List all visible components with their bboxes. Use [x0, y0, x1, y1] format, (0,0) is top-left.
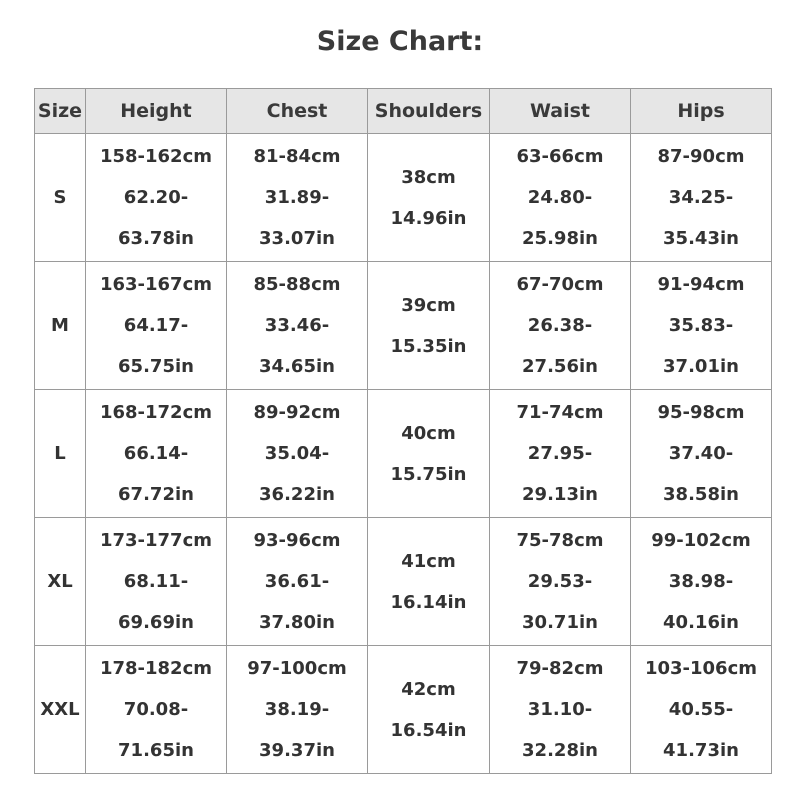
size-cell: S: [35, 134, 86, 262]
size-cell: XL: [35, 518, 86, 646]
height-cell: [86, 518, 227, 646]
height-cell: [86, 262, 227, 390]
hips-cell: [631, 262, 772, 390]
height-cm: 168-172cm: [99, 402, 213, 423]
height-in-start: 70.08-: [123, 699, 189, 720]
hips-in-end: 38.58in: [663, 484, 739, 505]
waist-in-start: 31.10-: [527, 699, 593, 720]
waist-cm: 71-74cm: [516, 402, 604, 423]
shoulders-in: 15.75in: [390, 463, 467, 485]
hips-in-start: 40.55-: [668, 699, 734, 720]
shoulders-cell: [368, 390, 490, 518]
table-row: [35, 134, 772, 262]
chest-cm: 89-92cm: [253, 402, 341, 423]
table-row: [35, 262, 772, 390]
waist-cm: 75-78cm: [516, 530, 604, 551]
size-cell: XXL: [35, 646, 86, 774]
hips-cell: [631, 134, 772, 262]
header-height: Height: [86, 89, 227, 134]
chest-in-start: 35.04-: [264, 443, 330, 464]
chest-in-end: 37.80in: [259, 612, 335, 633]
waist-in-end: 29.13in: [522, 484, 598, 505]
chest-in-start: 36.61-: [264, 571, 330, 592]
waist-in-end: 30.71in: [522, 612, 598, 633]
waist-in-start: 27.95-: [527, 443, 593, 464]
shoulders-cm: 38cm: [401, 166, 456, 188]
shoulders-in: 16.54in: [390, 719, 467, 741]
height-in-end: 71.65in: [118, 740, 194, 761]
shoulders-cm: 40cm: [401, 422, 456, 444]
chest-in-start: 38.19-: [264, 699, 330, 720]
shoulders-cell: [368, 518, 490, 646]
chest-cell: [227, 134, 368, 262]
table-row: [35, 518, 772, 646]
hips-cm: 103-106cm: [644, 658, 758, 679]
header-hips: Hips: [631, 89, 772, 134]
table-row: [35, 390, 772, 518]
chest-cell: [227, 646, 368, 774]
header-waist: Waist: [490, 89, 631, 134]
waist-cell: [490, 390, 631, 518]
chest-in-start: 33.46-: [264, 315, 330, 336]
header-shoulders: Shoulders: [368, 89, 490, 134]
height-in-start: 68.11-: [123, 571, 189, 592]
page-title: Size Chart:: [316, 26, 484, 57]
hips-in-start: 37.40-: [668, 443, 734, 464]
hips-cm: 95-98cm: [657, 402, 745, 423]
height-in-end: 69.69in: [118, 612, 194, 633]
shoulders-in: 16.14in: [390, 591, 467, 613]
chest-cell: [227, 262, 368, 390]
chest-cell: [227, 390, 368, 518]
chest-in-end: 36.22in: [259, 484, 335, 505]
chest-in-end: 34.65in: [259, 356, 335, 377]
height-in-end: 67.72in: [118, 484, 194, 505]
waist-in-end: 25.98in: [522, 228, 598, 249]
hips-in-start: 34.25-: [668, 187, 734, 208]
shoulders-cell: [368, 646, 490, 774]
header-chest: Chest: [227, 89, 368, 134]
shoulders-in: 14.96in: [390, 207, 467, 229]
hips-in-end: 40.16in: [663, 612, 739, 633]
hips-cm: 91-94cm: [657, 274, 745, 295]
hips-in-end: 41.73in: [663, 740, 739, 761]
waist-in-start: 29.53-: [527, 571, 593, 592]
waist-in-start: 24.80-: [527, 187, 593, 208]
hips-cell: [631, 646, 772, 774]
shoulders-cell: [368, 134, 490, 262]
height-in-start: 66.14-: [123, 443, 189, 464]
shoulders-in: 15.35in: [390, 335, 467, 357]
height-cell: [86, 134, 227, 262]
height-cell: [86, 646, 227, 774]
waist-in-end: 27.56in: [522, 356, 598, 377]
waist-cm: 63-66cm: [516, 146, 604, 167]
height-cm: 178-182cm: [99, 658, 213, 679]
hips-cm: 87-90cm: [657, 146, 745, 167]
waist-cm: 67-70cm: [516, 274, 604, 295]
shoulders-cm: 41cm: [401, 550, 456, 572]
waist-cm: 79-82cm: [516, 658, 604, 679]
hips-in-start: 38.98-: [668, 571, 734, 592]
hips-cell: [631, 390, 772, 518]
waist-cell: [490, 262, 631, 390]
header-row: [35, 89, 772, 134]
height-in-end: 65.75in: [118, 356, 194, 377]
height-cm: 173-177cm: [99, 530, 213, 551]
height-cm: 158-162cm: [99, 146, 213, 167]
height-in-end: 63.78in: [118, 228, 194, 249]
chest-cm: 93-96cm: [253, 530, 341, 551]
height-cell: [86, 390, 227, 518]
chest-in-end: 39.37in: [259, 740, 335, 761]
waist-cell: [490, 518, 631, 646]
chest-in-end: 33.07in: [259, 228, 335, 249]
chest-cm: 85-88cm: [253, 274, 341, 295]
waist-in-start: 26.38-: [527, 315, 593, 336]
chest-cm: 81-84cm: [253, 146, 341, 167]
hips-in-end: 35.43in: [663, 228, 739, 249]
height-cm: 163-167cm: [99, 274, 213, 295]
size-cell: M: [35, 262, 86, 390]
header-size: Size: [35, 89, 86, 134]
shoulders-cm: 39cm: [401, 294, 456, 316]
waist-cell: [490, 134, 631, 262]
chest-cell: [227, 518, 368, 646]
waist-cell: [490, 646, 631, 774]
size-chart-table: [34, 88, 772, 774]
height-in-start: 62.20-: [123, 187, 189, 208]
chest-cm: 97-100cm: [247, 658, 347, 679]
hips-in-end: 37.01in: [663, 356, 739, 377]
hips-in-start: 35.83-: [668, 315, 734, 336]
table-row: [35, 646, 772, 774]
hips-cm: 99-102cm: [651, 530, 751, 551]
size-cell: L: [35, 390, 86, 518]
waist-in-end: 32.28in: [522, 740, 598, 761]
shoulders-cm: 42cm: [401, 678, 456, 700]
height-in-start: 64.17-: [123, 315, 189, 336]
chest-in-start: 31.89-: [264, 187, 330, 208]
shoulders-cell: [368, 262, 490, 390]
hips-cell: [631, 518, 772, 646]
